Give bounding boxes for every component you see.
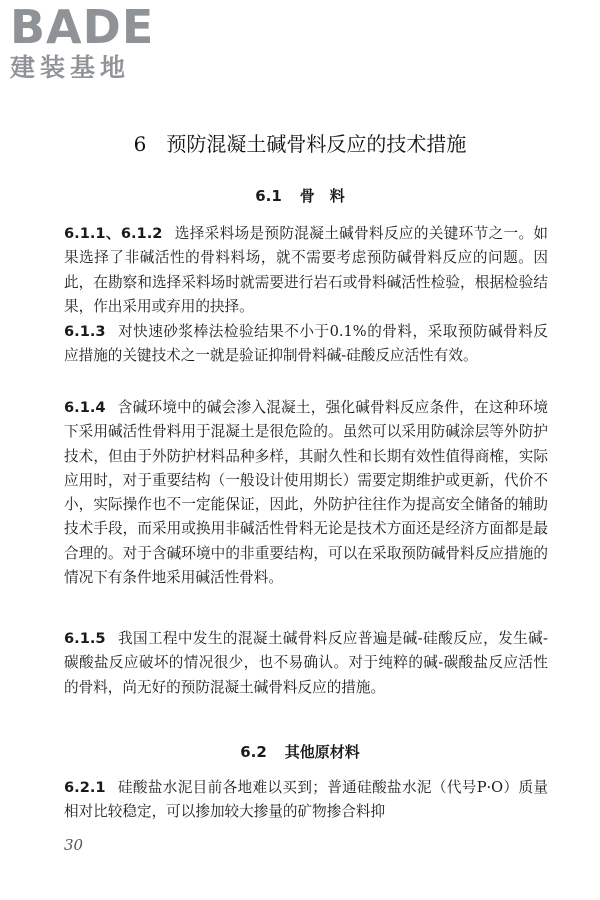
brand-logo: [10, 2, 180, 88]
clause-text: 我国工程中发生的混凝土碱骨料反应普遍是碱-硅酸反应，发生碱-碳酸盐反应破坏的情况很少，也不易确认。对于纯粹的碱-碳酸盐反应活性的骨料，尚无好的预防混凝土碱骨料反应的措施。: [64, 630, 548, 696]
clause-number: 6.1.3: [64, 323, 106, 340]
clause-number: 6.2.1: [64, 779, 106, 796]
clause-paragraph: [64, 776, 548, 825]
section-title: 骨 料: [299, 187, 345, 205]
clause-text: 硅酸盐水泥目前各地难以买到；普通硅酸盐水泥（代号P·O）质量相对比较稳定，可以掺加较大掺量的矿物掺合料抑: [64, 779, 548, 821]
logo-subtitle: 建装基地: [10, 53, 131, 82]
clause-text: 选择采料场是预防混凝土碱骨料反应的关键环节之一。如果选择了非碱活性的骨料料场，就不需要考虑预防碱骨料反应的问题。因此，在勘察和选择采料场时就需要进行岩石或骨料碱活性检验，根据检验结果，作出采用或弃用的抉择。: [64, 225, 548, 315]
clause-number: 6.1.5: [64, 630, 106, 647]
section-title: 其他原材料: [284, 743, 360, 761]
clause-text: 对快速砂浆棒法检验结果不小于0.1%的骨料，采取预防碱骨料反应措施的关键技术之一就是验证抑制骨料碱-硅酸反应活性有效。: [64, 323, 548, 365]
chapter-heading: [0, 130, 600, 158]
clause-paragraph: [64, 222, 548, 319]
section-number: 6.1: [255, 187, 282, 205]
clause-paragraph: [64, 627, 548, 700]
section-heading-6-2: [0, 740, 600, 764]
clause-number: 6.1.1、6.1.2: [64, 225, 163, 242]
clause-paragraph: [64, 320, 548, 369]
chapter-number: 6: [133, 132, 147, 156]
clause-paragraph: [64, 396, 548, 590]
chapter-title: 预防混凝土碱骨料反应的技术措施: [166, 132, 467, 156]
clause-number: 6.1.4: [64, 399, 106, 416]
section-heading-6-1: [0, 184, 600, 208]
section-number: 6.2: [240, 743, 267, 761]
page-number: 30: [64, 836, 84, 854]
clause-text: 含碱环境中的碱会渗入混凝土，强化碱骨料反应条件，在这种环境下采用碱活性骨料用于混凝土是很危险的。虽然可以采用防碱涂层等外防护技术，但由于外防护材料品种多样，其耐久性和长期有效性值得商榷，实际应用时，对于重要结构（一般设计使用期长）需要定期维护或更新，代价不小，实际操作也不一定能保证，因此，外防护往往作为提高安全储备的辅助技术手段，而采用或换用非碱活性骨料无论是技术方面还是经济方面都是最合理的。对于含碱环境中的非重要结构，可以在采取预防碱骨料反应措施的情况下有条件地采用碱活性骨料。: [64, 399, 548, 587]
logo-wordmark: BADE: [10, 0, 155, 54]
